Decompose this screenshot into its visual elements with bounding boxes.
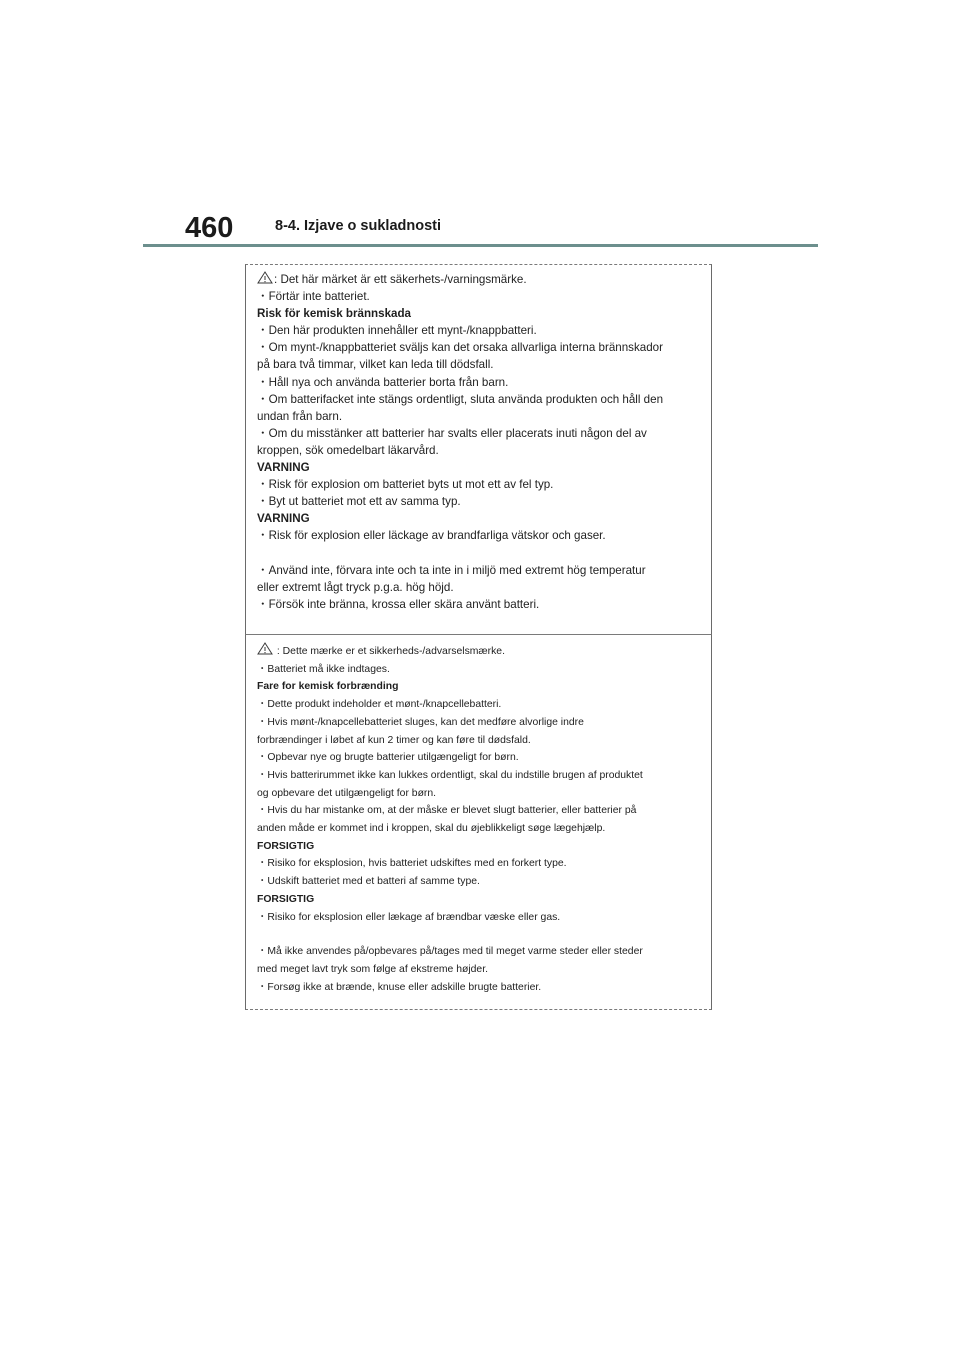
danish-heading: FORSIGTIG [257, 840, 315, 852]
swedish-line [257, 271, 705, 288]
swedish-heading: VARNING [257, 461, 310, 475]
danish-line [257, 642, 705, 661]
swedish-heading: VARNING [257, 512, 310, 526]
danish-line: ・Dette produkt indeholder et mønt-/knapcellebatteri. [257, 699, 502, 711]
warning-triangle-icon [257, 271, 273, 284]
danish-line: ・Må ikke anvendes på/opbevares på/tages med til meget varme steder eller steder [257, 946, 643, 958]
page-number: 460 [185, 212, 234, 244]
swedish-line: ・Om du misstänker att batterier har svalts eller placerats inuti någon del av [257, 426, 647, 440]
danish-line: ・Hvis mønt-/knapcellebatteriet sluges, kan det medføre alvorlige indre [257, 716, 584, 728]
danish-line: forbrændinger i løbet af kun 2 timer og kan føre til dødsfald. [257, 734, 531, 746]
swedish-line: undan från barn. [257, 409, 343, 423]
danish-line: ・Risiko for eksplosion, hvis batteriet udskiftes med en forkert type. [257, 858, 567, 870]
swedish-line: ・Håll nya och använda batterier borta från barn. [257, 375, 509, 389]
danish-heading: Fare for kemisk forbrænding [257, 681, 399, 693]
swedish-line: ・Den här produkten innehåller ett mynt-/knappbatteri. [257, 324, 537, 338]
danish-warning-box [245, 635, 712, 1010]
danish-line: ・Hvis du har mistanke om, at der måske er blevet slugt batterier, eller batterier på [257, 805, 637, 817]
swedish-line: ・Risk för explosion om batteriet byts ut mot ett av fel typ. [257, 478, 554, 492]
swedish-line: eller extremt lågt tryck p.g.a. hög höjd. [257, 580, 454, 594]
swedish-line: ・Risk för explosion eller läckage av brandfarliga vätskor och gaser. [257, 529, 606, 543]
section-title: 8-4. Izjave o sukladnosti [275, 218, 441, 234]
page-header [0, 0, 960, 260]
swedish-line: ・Om mynt-/knappbatteriet sväljs kan det orsaka allvarliga interna brännskador [257, 341, 663, 355]
paragraph-gap [257, 545, 705, 562]
swedish-line: ・Försök inte bränna, krossa eller skära använt batteri. [257, 597, 540, 611]
swedish-line: på bara två timmar, vilket kan leda till dödsfall. [257, 358, 494, 372]
danish-line: anden måde er kommet ind i kroppen, skal du øjeblikkeligt søge lægehjælp. [257, 823, 606, 835]
danish-line: ・Udskift batteriet med et batteri af samme type. [257, 876, 480, 888]
swedish-line: ・Förtär inte batteriet. [257, 290, 370, 304]
swedish-warning-box [245, 264, 712, 635]
danish-line: ・Opbevar nye og brugte batterier utilgængeligt for børn. [257, 752, 519, 764]
swedish-line: ・Byt ut batteriet mot ett av samma typ. [257, 495, 461, 509]
danish-line: og opbevare det utilgængeligt for børn. [257, 787, 437, 799]
danish-line: ・Batteriet må ikke indtages. [257, 663, 390, 675]
danish-line: ・Forsøg ikke at brænde, knuse eller adskille brugte batterier. [257, 981, 542, 993]
header-rule [143, 244, 818, 247]
swedish-line: kroppen, sök omedelbart läkarvård. [257, 443, 439, 457]
paragraph-gap [257, 926, 705, 943]
swedish-line: ・Om batterifacket inte stängs ordentligt, sluta använda produkten och håll den [257, 392, 664, 406]
danish-line-text: : Dette mærke er et sikkerheds-/advarselsmærke. [274, 646, 505, 657]
swedish-line: ・Använd inte, förvara inte och ta inte in i miljö med extremt hög temperatur [257, 563, 646, 577]
danish-line: ・Risiko for eksplosion eller lækage af brændbar væske eller gas. [257, 911, 561, 923]
warning-triangle-icon [257, 642, 273, 655]
danish-line: med meget lavt tryk som følge af ekstreme højder. [257, 963, 488, 975]
swedish-heading: Risk för kemisk brännskada [257, 307, 412, 321]
swedish-line-text: : Det här märket är ett säkerhets-/varningsmärke. [274, 273, 527, 286]
danish-heading: FORSIGTIG [257, 893, 315, 905]
swedish-warning-content [257, 271, 705, 613]
danish-line: ・Hvis batterirummet ikke kan lukkes ordentligt, skal du indstille brugen af produktet [257, 769, 643, 781]
danish-warning-content [257, 642, 705, 996]
